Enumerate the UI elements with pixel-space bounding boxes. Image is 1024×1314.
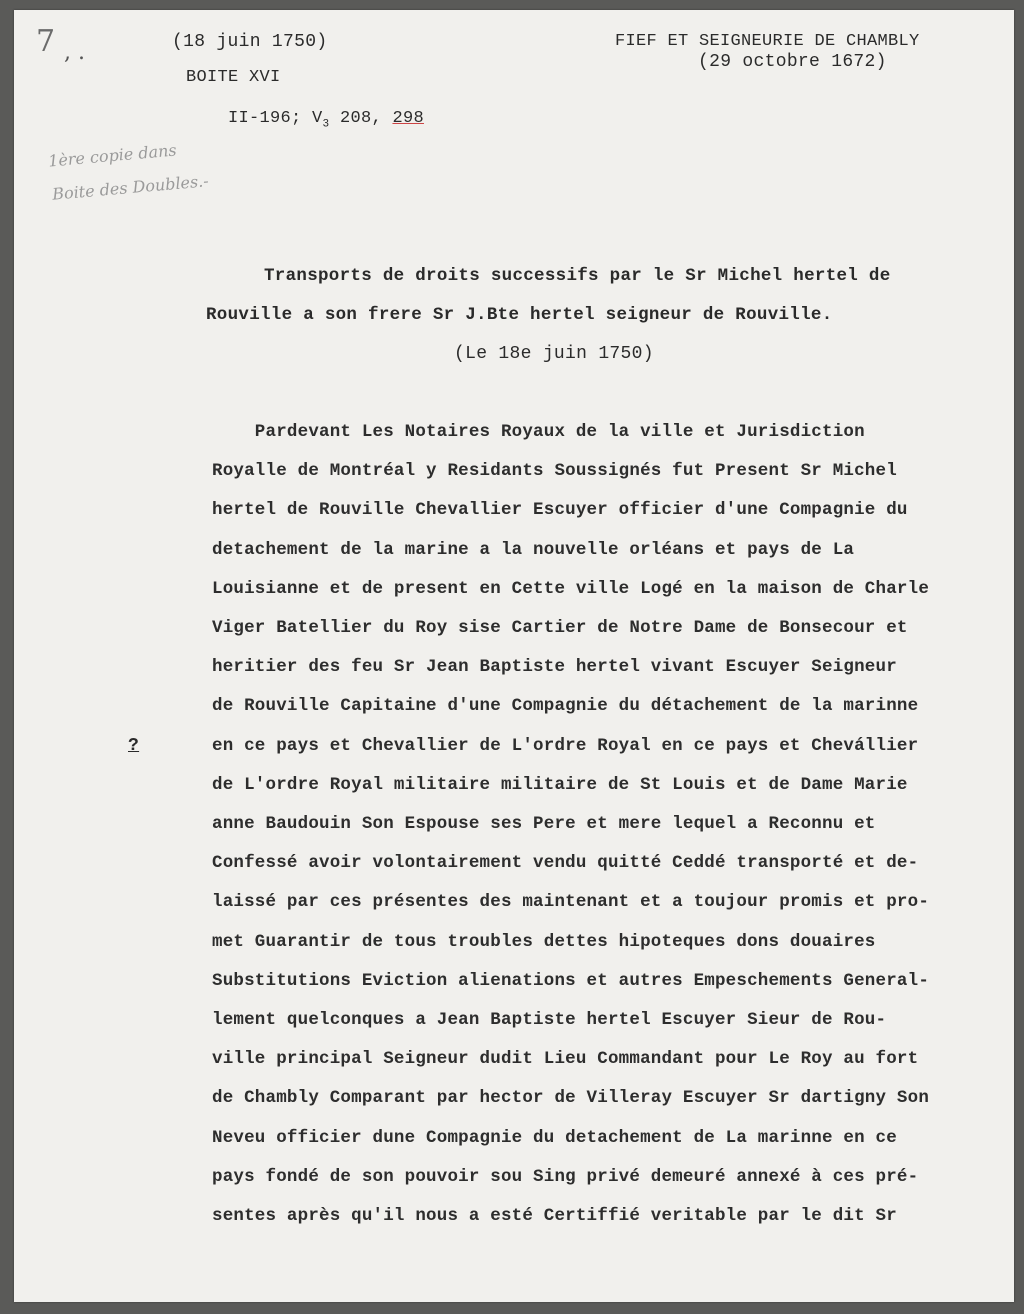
pencil-note-line1: 1ère copie dans xyxy=(47,140,178,171)
page-number: 7 xyxy=(36,24,56,59)
body-line: en ce pays et Chevallier de L'ordre Royal en ce pays et Chevállier xyxy=(212,735,919,756)
header-box: BOITE XVI xyxy=(186,68,281,87)
body-line: heritier des feu Sr Jean Baptiste hertel vivant Escuyer Seigneur xyxy=(212,657,897,678)
body-line: Louisianne et de present en Cette ville Logé en la maison de Charle xyxy=(212,578,930,599)
fief-date: (29 octobre 1672) xyxy=(698,52,887,72)
body-line: detachement de la marine a la nouvelle orléans et pays de La xyxy=(212,539,855,560)
body-line: Royalle de Montréal y Residants Soussignés fut Present Sr Michel xyxy=(212,461,897,482)
pencil-note-line2: Boite des Doubles.- xyxy=(51,171,210,204)
body-line: Substitutions Eviction alienations et autres Empeschements General- xyxy=(212,970,930,991)
header-reference xyxy=(186,90,424,149)
title-line-2: Rouville a son frere Sr J.Bte hertel seigneur de Rouville. xyxy=(206,305,833,325)
reference-subscript: 3 xyxy=(322,118,330,131)
body-line: Neveu officier dune Compagnie du detachement de La marinne en ce xyxy=(212,1127,897,1148)
reference-last-page: 298 xyxy=(392,109,424,128)
body-line: anne Baudouin Son Espouse ses Pere et mere lequel a Reconnu et xyxy=(212,814,876,834)
body-line: Confessé avoir volontairement vendu quitté Ceddé transporté et de- xyxy=(212,853,919,874)
body-line: ville principal Seigneur dudit Lieu Commandant pour Le Roy au fort xyxy=(212,1049,919,1070)
body-line: de Chambly Comparant par hector de Villeray Escuyer Sr dartigny Son xyxy=(212,1088,930,1109)
document-page xyxy=(14,10,1014,1302)
body-line: met Guarantir de tous troubles dettes hipoteques dons douaires xyxy=(212,931,876,952)
body-line: de L'ordre Royal militaire militaire de St Louis et de Dame Marie xyxy=(212,774,908,795)
fief-title: FIEF ET SEIGNEURIE DE CHAMBLY xyxy=(615,32,920,51)
tick-marks: , . xyxy=(64,40,85,65)
body-line: Viger Batellier du Roy sise Cartier de Notre Dame de Bonsecour et xyxy=(212,618,908,638)
reference-main: II-196; V xyxy=(228,109,323,128)
body-line: de Rouville Capitaine d'une Compagnie du détachement de la marinne xyxy=(212,696,919,717)
title-date: (Le 18e juin 1750) xyxy=(454,344,654,364)
body-line: pays fondé de son pouvoir sou Sing privé demeuré annexé à ces pré- xyxy=(212,1166,919,1187)
header-date: (18 juin 1750) xyxy=(172,32,328,52)
title-line-1: Transports de droits successifs par le Sr Michel hertel de xyxy=(264,266,891,286)
body-line: laissé par ces présentes des maintenant et a toujour promis et pro- xyxy=(212,892,930,913)
body-line: hertel de Rouville Chevallier Escuyer officier d'une Compagnie du xyxy=(212,500,908,521)
body-line: lement quelconques a Jean Baptiste hertel Escuyer Sieur de Rou- xyxy=(212,1010,887,1030)
reference-pages: 208, xyxy=(329,109,393,128)
body-line: sentes après qu'il nous a esté Certiffié veritable par le dit Sr xyxy=(212,1206,897,1226)
margin-question-mark: ? xyxy=(128,736,140,756)
body-line: Pardevant Les Notaires Royaux de la ville et Jurisdiction xyxy=(212,422,865,442)
